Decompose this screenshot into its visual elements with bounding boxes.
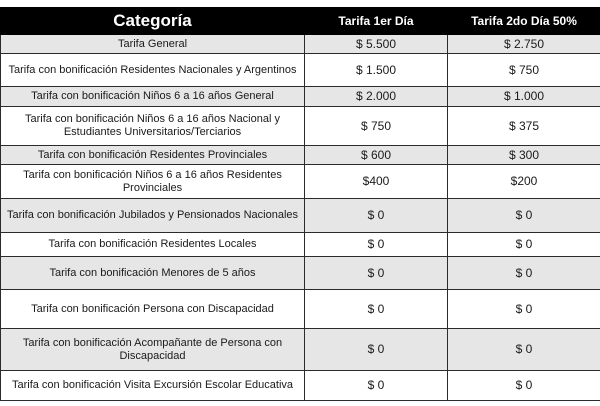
- category-cell: Tarifa con bonificación Visita Excursión Escolar Educativa: [1, 371, 305, 401]
- day1-price-cell: $ 0: [305, 257, 448, 290]
- day2-price-cell: $200: [448, 165, 600, 199]
- table-row: [1, 290, 600, 329]
- table-row: [1, 54, 600, 87]
- table-row: [1, 199, 600, 233]
- header-category: Categoría: [1, 8, 305, 35]
- day2-price-cell: $ 375: [448, 107, 600, 146]
- day1-price-cell: $ 0: [305, 290, 448, 329]
- day1-price-cell: $ 5.500: [305, 35, 448, 54]
- day2-price-cell: $ 300: [448, 146, 600, 165]
- table-row: [1, 233, 600, 257]
- table-row: [1, 107, 600, 146]
- day2-price-cell: $ 0: [448, 290, 600, 329]
- category-cell: Tarifa con bonificación Niños 6 a 16 años Nacional y Estudiantes Universitarios/Terciarios: [1, 107, 305, 146]
- category-cell: Tarifa con bonificación Acompañante de Persona con Discapacidad: [1, 329, 305, 371]
- header-day1: Tarifa 1er Día: [305, 8, 448, 35]
- category-cell: Tarifa con bonificación Persona con Discapacidad: [1, 290, 305, 329]
- category-cell: Tarifa con bonificación Niños 6 a 16 años Residentes Provinciales: [1, 165, 305, 199]
- category-cell: Tarifa con bonificación Residentes Provinciales: [1, 146, 305, 165]
- day1-price-cell: $ 0: [305, 371, 448, 401]
- day1-price-cell: $ 750: [305, 107, 448, 146]
- day1-price-cell: $ 2.000: [305, 87, 448, 107]
- table-row: [1, 371, 600, 401]
- category-cell: Tarifa con bonificación Residentes Locales: [1, 233, 305, 257]
- day1-price-cell: $ 0: [305, 329, 448, 371]
- category-cell: Tarifa General: [1, 35, 305, 54]
- table-row: [1, 257, 600, 290]
- day1-price-cell: $400: [305, 165, 448, 199]
- table-row: [1, 146, 600, 165]
- day2-price-cell: $ 750: [448, 54, 600, 87]
- day2-price-cell: $ 1.000: [448, 87, 600, 107]
- table-row: [1, 165, 600, 199]
- day2-price-cell: $ 0: [448, 199, 600, 233]
- table-row: [1, 329, 600, 371]
- category-cell: Tarifa con bonificación Jubilados y Pensionados Nacionales: [1, 199, 305, 233]
- day2-price-cell: $ 0: [448, 257, 600, 290]
- table-row: [1, 87, 600, 107]
- header-day2: Tarifa 2do Día 50%: [448, 8, 600, 35]
- day2-price-cell: $ 0: [448, 371, 600, 401]
- day2-price-cell: $ 2.750: [448, 35, 600, 54]
- table-row: [1, 35, 600, 54]
- day1-price-cell: $ 0: [305, 233, 448, 257]
- day1-price-cell: $ 600: [305, 146, 448, 165]
- category-cell: Tarifa con bonificación Residentes Nacionales y Argentinos: [1, 54, 305, 87]
- day2-price-cell: $ 0: [448, 233, 600, 257]
- day1-price-cell: $ 0: [305, 199, 448, 233]
- day1-price-cell: $ 1.500: [305, 54, 448, 87]
- rates-table: [0, 7, 600, 401]
- category-cell: Tarifa con bonificación Niños 6 a 16 años General: [1, 87, 305, 107]
- header-row: [1, 8, 600, 35]
- category-cell: Tarifa con bonificación Menores de 5 años: [1, 257, 305, 290]
- day2-price-cell: $ 0: [448, 329, 600, 371]
